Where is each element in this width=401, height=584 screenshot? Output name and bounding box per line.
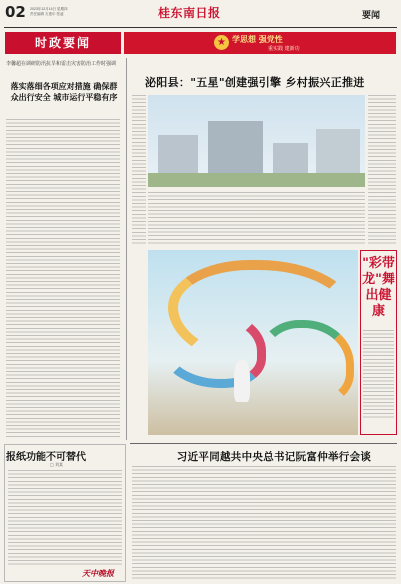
bottom-story-body xyxy=(132,466,396,580)
banner-slogan: 学思想 强党性 xyxy=(232,34,283,44)
issue-date: 2023年12月14日 星期四 xyxy=(30,7,68,11)
column-rule xyxy=(126,58,127,440)
editor-line: 责任编辑 万惠尔 张凌 xyxy=(30,12,64,16)
slogan-banner xyxy=(124,32,396,54)
top-story-body-bottom xyxy=(148,192,365,244)
section-title: 要闻 xyxy=(362,11,381,21)
opinion-author: □ 刘某 xyxy=(50,462,64,467)
left-headline: 落实落细各项应对措施 确保群众出行安全 城市运行平稳有序 xyxy=(10,81,118,102)
opinion-title: 报纸功能不可替代 xyxy=(6,452,86,463)
top-story-photo xyxy=(148,95,365,187)
opinion-body xyxy=(8,470,122,565)
feature-caption-text xyxy=(363,330,394,418)
column-label: 时政要闻 xyxy=(5,32,121,54)
top-story-body-right xyxy=(368,95,396,245)
masthead: 桂东南日报 xyxy=(158,6,221,20)
bottom-story-headline: 习近平同越共中央总书记阮富仲举行会谈 xyxy=(176,451,372,463)
header-divider xyxy=(4,27,397,28)
party-emblem-icon xyxy=(214,35,229,50)
top-story-headline: 泌阳县："五星"创建强引擎 乡村振兴正推进 xyxy=(145,76,365,89)
left-article-body xyxy=(6,119,120,439)
banner-sub-slogan: 重实践 建新功 xyxy=(268,46,300,52)
feature-title: "彩带龙"舞出健康 xyxy=(362,256,395,319)
top-story-body-left xyxy=(132,95,146,245)
page-number: 02 xyxy=(5,3,26,21)
ribbon-dragon-photo xyxy=(148,250,358,435)
section-divider xyxy=(130,443,397,444)
left-lead: 李馨超在调研防汛抗旱和雷击灾害防治工作时强调 xyxy=(6,61,117,67)
newspaper-logo: 天中晚报 xyxy=(82,568,114,578)
